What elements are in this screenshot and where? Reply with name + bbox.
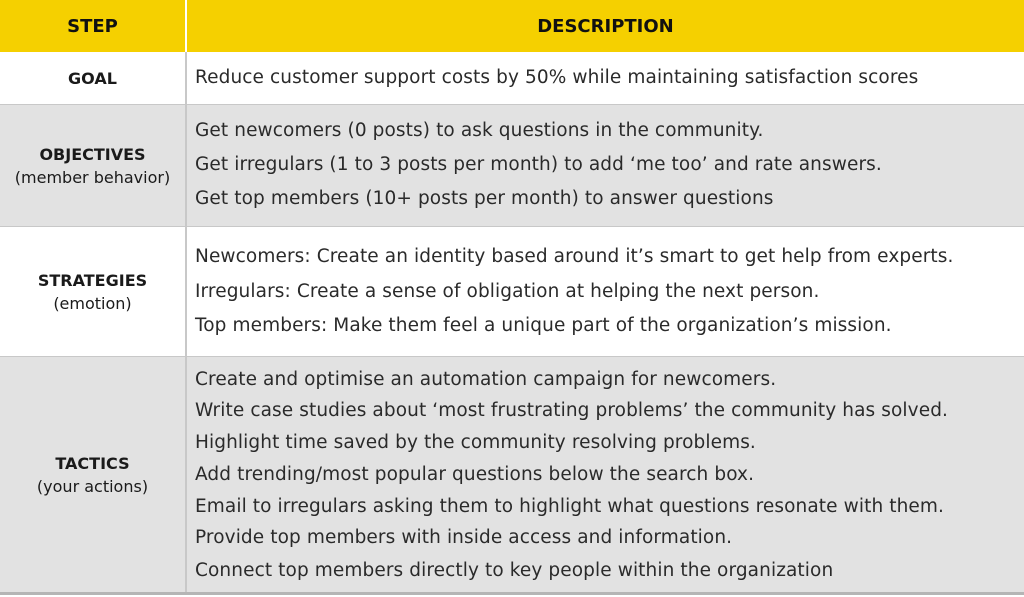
header-step: STEP <box>67 15 118 37</box>
description-line: Provide top members with inside access and information. <box>195 527 733 548</box>
table-row-objectives <box>0 105 1024 227</box>
description-line: Highlight time saved by the community resolving problems. <box>195 432 756 453</box>
description-line: Email to irregulars asking them to highlight what questions resonate with them. <box>195 496 945 517</box>
description-line: Newcomers: Create an identity based around it’s smart to get help from experts. <box>195 246 954 267</box>
description-cell <box>187 357 1024 592</box>
description-cell <box>187 52 1024 105</box>
header-description: DESCRIPTION <box>537 15 674 37</box>
description-line: Write case studies about ‘most frustrating problems’ the community has solved. <box>195 400 949 421</box>
description-line: Reduce customer support costs by 50% while maintaining satisfaction scores <box>195 67 919 88</box>
step-title: TACTICS <box>55 453 130 473</box>
table-row-strategies <box>0 227 1024 357</box>
step-cell <box>0 52 185 105</box>
step-subtitle: (member behavior) <box>14 168 171 187</box>
table-row-tactics <box>0 357 1024 592</box>
description-line: Get top members (10+ posts per month) to answer questions <box>195 188 774 209</box>
table-header <box>0 0 1024 52</box>
description-line: Create and optimise an automation campaign for newcomers. <box>195 369 777 390</box>
description-line: Get newcomers (0 posts) to ask questions in the community. <box>195 120 764 141</box>
description-line: Irregulars: Create a sense of obligation at helping the next person. <box>195 281 820 302</box>
description-line: Connect top members directly to key people within the organization <box>195 560 834 581</box>
table-row-goal <box>0 52 1024 105</box>
description-line: Add trending/most popular questions below the search box. <box>195 464 755 485</box>
step-cell <box>0 357 185 592</box>
table-bottom-border <box>0 592 1024 595</box>
step-title: GOAL <box>68 69 117 88</box>
step-subtitle: (emotion) <box>53 294 132 313</box>
step-cell <box>0 227 185 357</box>
description-line: Top members: Make them feel a unique part of the organization’s mission. <box>195 315 892 336</box>
step-subtitle: (your actions) <box>36 476 149 496</box>
step-title: OBJECTIVES <box>39 145 146 164</box>
description-cell <box>187 105 1024 227</box>
description-line: Get irregulars (1 to 3 posts per month) to add ‘me too’ and rate answers. <box>195 154 882 175</box>
description-cell <box>187 227 1024 357</box>
step-title: STRATEGIES <box>37 271 148 290</box>
step-cell <box>0 105 185 227</box>
